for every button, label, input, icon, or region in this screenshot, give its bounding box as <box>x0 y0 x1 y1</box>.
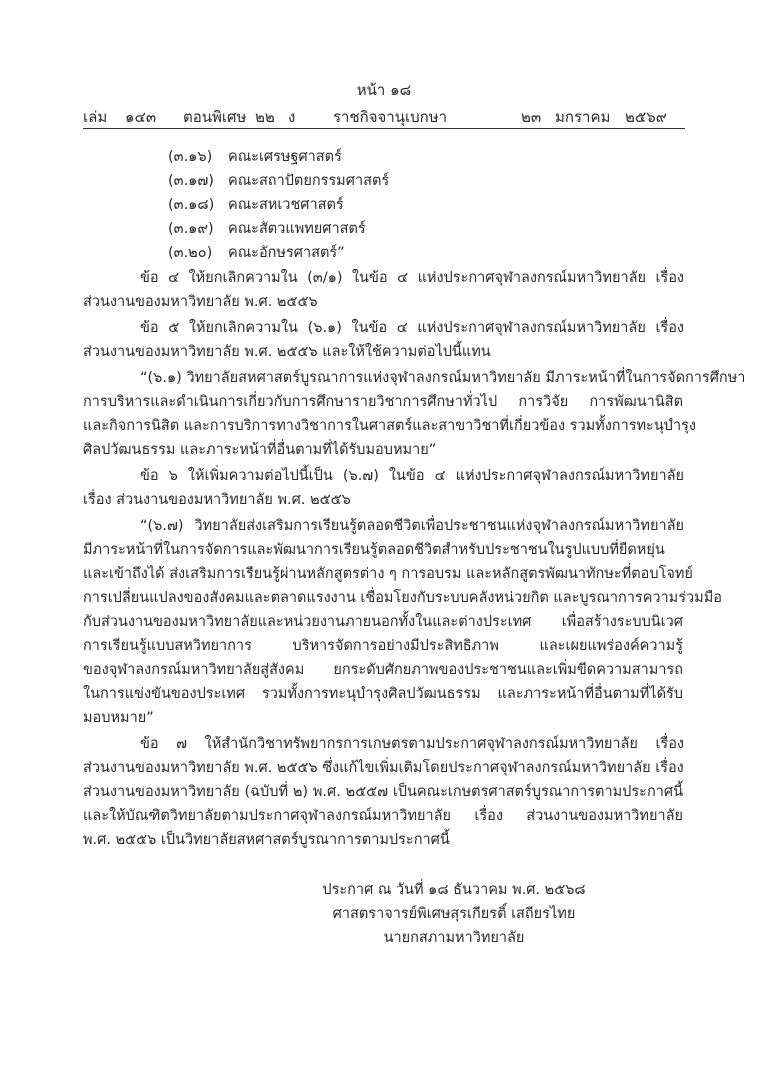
body-line: ในการแข่งขันของประเทศ รวมทั้งการทะนุบำรุงศิลปวัฒนธรรม และภาระหน้าที่อื่นตามที่ได้รับ <box>83 686 683 702</box>
section-number: ๒๒ <box>255 108 275 126</box>
date-month: มกราคม <box>555 108 611 126</box>
list-number: (๓.๑๘) <box>168 197 215 213</box>
list-item <box>168 145 342 169</box>
list-item <box>168 217 366 241</box>
body-line: มีภาระหน้าที่ในการจัดการและพัฒนาการเรียนรู้ตลอดชีวิตสำหรับประชาชนในรูปแบบที่ยืดหยุ่น <box>83 542 665 558</box>
body-line: และกิจการนิสิต และการบริการทางวิชาการในศาสตร์และสาขาวิชาที่เกี่ยวข้อง รวมทั้งการทะนุบำรุง <box>83 418 696 434</box>
body-line: “(๖.๑) วิทยาลัยสหศาสตร์บูรณาการแห่งจุฬาลงกรณ์มหาวิทยาลัย มีภาระหน้าที่ในการจัดการศึกษา <box>140 370 746 386</box>
list-text: คณะสถาปัตยกรรมศาสตร์ <box>228 173 390 189</box>
body-line: ข้อ ๖ ให้เพิ่มความต่อไปนี้เป็น (๖.๗) ในข้อ ๔ แห่งประกาศจุฬาลงกรณ์มหาวิทยาลัย <box>140 468 684 484</box>
signatory-name: ศาสตราจารย์พิเศษสุรเกียรติ์ เสถียรไทย <box>332 906 576 922</box>
body-line: ส่วนงานของมหาวิทยาลัย พ.ศ. ๒๕๕๖ <box>83 294 318 310</box>
date-year: ๒๕๖๙ <box>625 108 667 126</box>
body-line: และเข้าถึงได้ ส่งเสริมการเรียนรู้ผ่านหลักสูตรต่าง ๆ การอบรม และหลักสูตรพัฒนาทักษะที่ตอบโจทย์ <box>83 566 693 582</box>
list-item <box>168 169 389 193</box>
list-text: คณะสัตวแพทยศาสตร์ <box>228 221 366 237</box>
body-line: เรื่อง ส่วนงานของมหาวิทยาลัย พ.ศ. ๒๕๕๖ <box>83 492 351 508</box>
list-number: (๓.๑๙) <box>168 221 214 237</box>
body-line: กับส่วนงานของมหาวิทยาลัยและหน่วยงานภายนอกทั้งในและต่างประเทศ เพื่อสร้างระบบนิเวศ <box>83 614 683 630</box>
body-line: ของจุฬาลงกรณ์มหาวิทยาลัยสู่สังคม ยกระดับศักยภาพของประชาชนและเพิ่มขีดความสามารถ <box>83 662 683 678</box>
body-line: ส่วนงานของมหาวิทยาลัย พ.ศ. ๒๕๕๖ และให้ใช้ความต่อไปนี้แทน <box>83 344 491 360</box>
list-item <box>168 193 344 217</box>
volume-number: ๑๔๓ <box>125 108 157 126</box>
list-number: (๓.๑๗) <box>168 173 214 189</box>
page-number: หน้า ๑๘ <box>356 81 412 99</box>
list-text: คณะอักษรศาสตร์” <box>228 245 345 261</box>
body-line: พ.ศ. ๒๕๕๖ เป็นวิทยาลัยสหศาสตร์บูรณาการตามประกาศนี้ <box>83 832 450 848</box>
signatory-title: นายกสภามหาวิทยาลัย <box>383 930 525 946</box>
body-line: มอบหมาย” <box>83 710 154 726</box>
body-line: ข้อ ๔ ให้ยกเลิกความใน (๓/๑) ในข้อ ๔ แห่งประกาศจุฬาลงกรณ์มหาวิทยาลัย เรื่อง <box>140 270 684 286</box>
list-text: คณะสหเวชศาสตร์ <box>228 197 344 213</box>
body-line: ศิลปวัฒนธรรม และภาระหน้าที่อื่นตามที่ได้รับมอบหมาย” <box>83 442 437 458</box>
date-day: ๒๓ <box>521 108 542 126</box>
list-item <box>168 241 345 265</box>
body-line: การเรียนรู้แบบสหวิทยาการ บริหารจัดการอย่างมีประสิทธิภาพ และเผยแพร่องค์ความรู้ <box>83 638 683 654</box>
body-line: ส่วนงานของมหาวิทยาลัย พ.ศ. ๒๕๕๖ ซึ่งแก้ไขเพิ่มเติมโดยประกาศจุฬาลงกรณ์มหาวิทยาลัย เรื่อง <box>83 760 684 776</box>
gazette-name: ราชกิจจานุเบกษา <box>333 108 448 126</box>
body-line: และให้บัณฑิตวิทยาลัยตามประกาศจุฬาลงกรณ์มหาวิทยาลัย เรื่อง ส่วนงานของมหาวิทยาลัย <box>83 808 683 824</box>
list-number: (๓.๑๖) <box>168 149 213 165</box>
section-label: ตอนพิเศษ <box>183 108 247 126</box>
volume-label: เล่ม <box>83 108 108 126</box>
list-text: คณะเศรษฐศาสตร์ <box>228 149 342 165</box>
body-line: ข้อ ๕ ให้ยกเลิกความใน (๖.๑) ในข้อ ๔ แห่งประกาศจุฬาลงกรณ์มหาวิทยาลัย เรื่อง <box>140 320 684 336</box>
body-line: “(๖.๗) วิทยาลัยส่งเสริมการเรียนรู้ตลอดชีวิตเพื่อประชาชนแห่งจุฬาลงกรณ์มหาวิทยาลัย <box>140 518 684 534</box>
announcement-date: ประกาศ ณ วันที่ ๑๘ ธันวาคม พ.ศ. ๒๕๖๘ <box>322 882 586 898</box>
gazette-header <box>83 105 683 127</box>
body-line: การบริหารและดำเนินการเกี่ยวกับการศึกษารายวิชาการศึกษาทั่วไป การวิจัย การพัฒนานิสิต <box>83 394 683 410</box>
header-rule <box>83 128 685 129</box>
body-line: ส่วนงานของมหาวิทยาลัย (ฉบับที่ ๒) พ.ศ. ๒๕๕๗ เป็นคณะเกษตรศาสตร์บูรณาการตามประกาศนี้ <box>83 784 683 800</box>
body-line: ข้อ ๗ ให้สำนักวิชาทรัพยากรการเกษตรตามประกาศจุฬาลงกรณ์มหาวิทยาลัย เรื่อง <box>140 736 684 752</box>
list-number: (๓.๒๐) <box>168 245 213 261</box>
section-letter: ง <box>288 108 296 126</box>
body-line: การเปลี่ยนแปลงของสังคมและตลาดแรงงาน เชื่อมโยงกับระบบคลังหน่วยกิต และบูรณาการความร่วมมือ <box>83 590 722 606</box>
